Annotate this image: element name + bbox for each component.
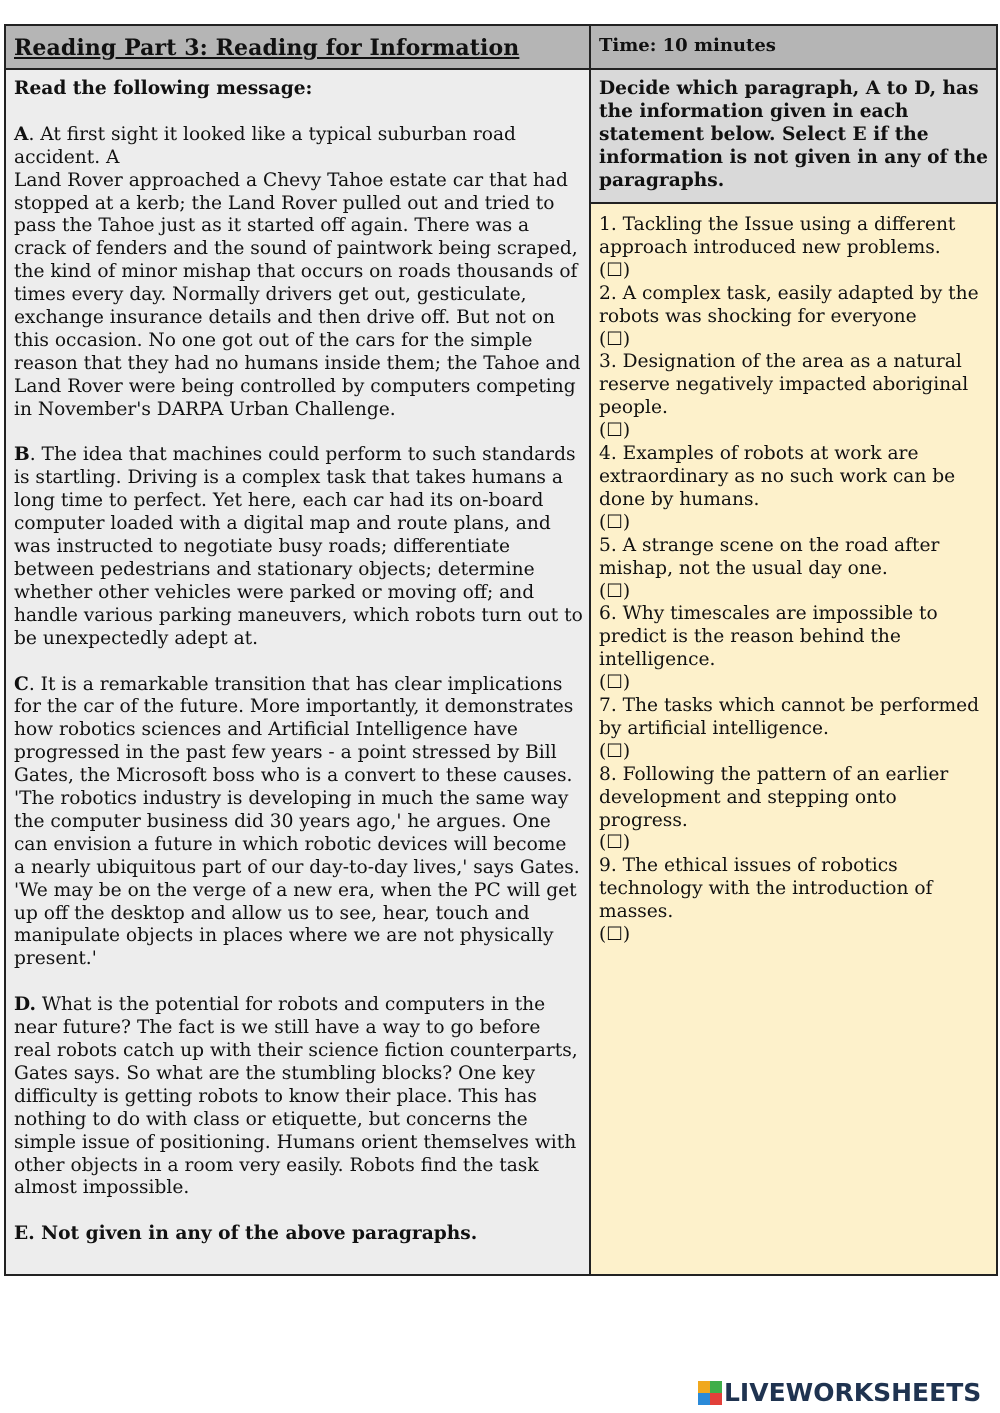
worksheet-title: Reading Part 3: Reading for Information (14, 35, 520, 61)
option-e-text: . Not given in any of the above paragraphs. (28, 1223, 478, 1245)
paragraph-a (14, 124, 583, 422)
statements-list (591, 204, 996, 1274)
statement-item (599, 443, 990, 535)
answer-box[interactable]: (☐) (599, 924, 631, 946)
answer-box[interactable]: (☐) (599, 672, 631, 694)
paragraph-letter: D. (14, 994, 36, 1016)
statement-text: 9. The ethical issues of robotics technology with the introduction of masses. (599, 855, 933, 923)
paragraph-c (14, 674, 583, 972)
paragraph-text: . The idea that machines could perform to such standards is startling. Driving is a complex task that takes humans a long time to perfect. Yet here, each car had its on-board computer loaded with a digital map and route plans, and was instructed to negotiate busy roads; differentiate between pedestrians and stationary objects; determine whether other vehicles were parked or moving off; and handle various parking maneuvers, which robots turn out to be unexpectedly adept at. (14, 444, 583, 649)
statement-item (599, 351, 990, 443)
paragraph-letter: A (14, 123, 29, 145)
statement-item (599, 283, 990, 352)
logo-text: LIVEWORKSHEETS (724, 1378, 982, 1407)
answer-box[interactable]: (☐) (599, 511, 631, 533)
passage-lead: Read the following message: (14, 78, 313, 99)
statement-item (599, 855, 990, 947)
paragraph-b (14, 444, 583, 650)
answer-box[interactable]: (☐) (599, 259, 631, 281)
answer-box[interactable]: (☐) (599, 832, 631, 854)
time-limit: Time: 10 minutes (599, 35, 776, 56)
reading-passage (6, 70, 591, 1274)
worksheet-table (4, 24, 998, 1276)
liveworksheets-logo-icon (698, 1381, 722, 1405)
liveworksheets-logo (698, 1378, 981, 1407)
statement-text: 1. Tackling the Issue using a different approach introduced new problems. (599, 214, 956, 258)
answer-box[interactable]: (☐) (599, 328, 631, 350)
statement-text: 3. Designation of the area as a natural reserve negatively impacted aboriginal people. (599, 351, 969, 419)
statement-item (599, 535, 990, 604)
paragraph-letter: B (14, 444, 30, 466)
paragraph-text: . At first sight it looked like a typical suburban road accident. A Land Rover approached a Chevy Tahoe estate car that had stopped at a kerb; the Land Rover pulled out and tried to pass the Tahoe just as it started off again. There was a crack of fenders and the sound of paintwork being scraped, the kind of minor mishap that occurs on roads thousands of times every day. Normally drivers get out, gesticulate, exchange insurance details and then drive off. But not on this occasion. No one got out of the cars for the simple reason that they had no humans inside them; the Tahoe and Land Rover were being controlled by computers competing in November's DARPA Urban Challenge. (14, 123, 581, 420)
statement-item (599, 603, 990, 695)
option-e (14, 1223, 583, 1246)
title-cell (6, 26, 591, 70)
statement-item (599, 214, 990, 283)
statement-text: 8. Following the pattern of an earlier development and stepping onto progress. (599, 763, 949, 831)
option-e-letter: E (14, 1223, 29, 1245)
statement-item (599, 764, 990, 856)
statement-text: 2. A complex task, easily adapted by the robots was shocking for everyone (599, 282, 979, 327)
statement-text: 7. The tasks which cannot be performed by artificial intelligence. (599, 695, 980, 739)
paragraph-text: What is the potential for robots and computers in the near future? The fact is we still have a way to go before real robots catch up with their science fiction counterparts, Gates says. So what are the stumbling blocks? One key difficulty is getting robots to know their place. This has nothing to do with class or etiquette, but concerns the simple issue of positioning. Humans orient themselves with other objects in a room very easily. Robots find the task almost impossible. (14, 994, 578, 1199)
statement-text: 5. A strange scene on the road after mishap, not the usual day one. (599, 534, 940, 579)
statement-text: 4. Examples of robots at work are extraordinary as no such work can be done by humans. (599, 443, 956, 510)
answer-box[interactable]: (☐) (599, 420, 631, 442)
paragraph-text: . It is a remarkable transition that has clear implications for the car of the future. More importantly, it demonstrates how robotics sciences and Artificial Intelligence have progressed in the past few years - a point stressed by Bill Gates, the Microsoft boss who is a convert to these causes. 'The robotics industry is developing in much the same way the computer business did 30 years ago,' he argues. One can envision a future in which robotic devices will become a nearly ubiquitous part of our day-to-day lives,' says Gates. 'We may be on the verge of a new era, when the PC will get up off the desktop and allow us to see, hear, touch and manipulate objects in places where we are not physically present.' (14, 673, 580, 970)
instructions-cell (591, 70, 996, 204)
answer-box[interactable]: (☐) (599, 580, 631, 602)
statement-text: 6. Why timescales are impossible to predict is the reason behind the intelligence. (599, 603, 938, 671)
statement-item (599, 695, 990, 764)
time-cell (591, 26, 996, 70)
paragraph-d (14, 994, 583, 1200)
paragraph-letter: C (14, 673, 29, 695)
instructions-text: Decide which paragraph, A to D, has the information given in each statement below. Select E if the information is not given in any of the paragraphs. (599, 78, 988, 191)
answer-box[interactable]: (☐) (599, 740, 631, 762)
